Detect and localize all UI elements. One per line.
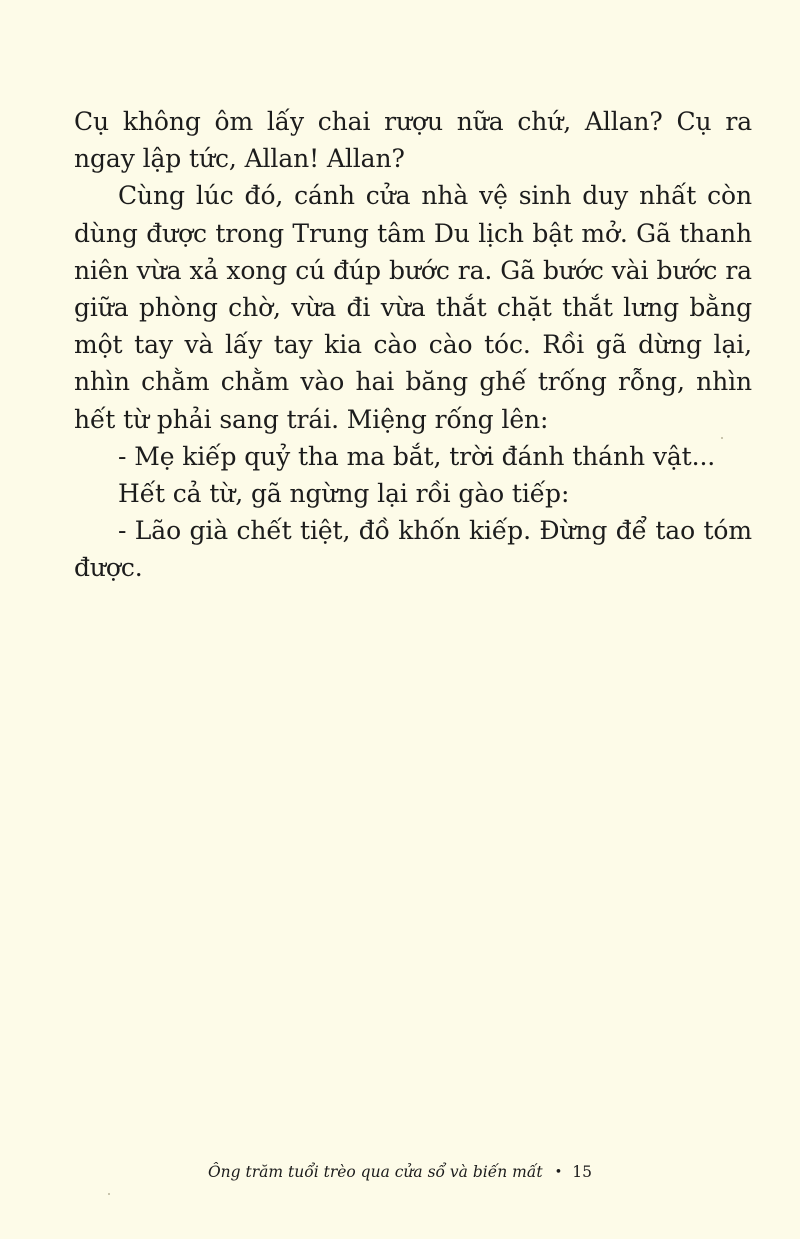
- paragraph-5: - Lão già chết tiệt, đồ khốn kiếp. Đừng để tao tóm được.: [74, 516, 752, 583]
- running-footer: [0, 1162, 800, 1184]
- paragraph-2: Cùng lúc đó, cánh cửa nhà vệ sinh duy nhất còn dùng được trong Trung tâm Du lịch bật mở. Gã thanh niên vừa xả xong cú đúp bước ra. Gã bước vài bước ra giữa phòng chờ, vừa đi vừa thắt chặt thắt lưng bằng một tay và lấy tay kia cào cào tóc. Rồi gã dừng lại, nhìn chằm chằm vào hai băng ghế trống rỗng, nhìn hết từ phải sang trái. Miệng rống lên:: [74, 181, 752, 434]
- footer-book-title: Ông trăm tuổi trèo qua cửa sổ và biến mất: [207, 1163, 543, 1181]
- body-text: [74, 103, 752, 587]
- paper-speck: [108, 1193, 110, 1195]
- paragraph-3: - Mẹ kiếp quỷ tha ma bắt, trời đánh thánh vật...: [118, 441, 716, 471]
- page-number: 15: [572, 1163, 593, 1181]
- paper-speck: [721, 437, 723, 439]
- paragraph-1: Cụ không ôm lấy chai rượu nữa chứ, Allan? Cụ ra ngay lập tức, Allan! Allan?: [74, 107, 752, 174]
- footer-bullet: •: [554, 1165, 563, 1180]
- paragraph-4: Hết cả từ, gã ngừng lại rồi gào tiếp:: [118, 479, 570, 509]
